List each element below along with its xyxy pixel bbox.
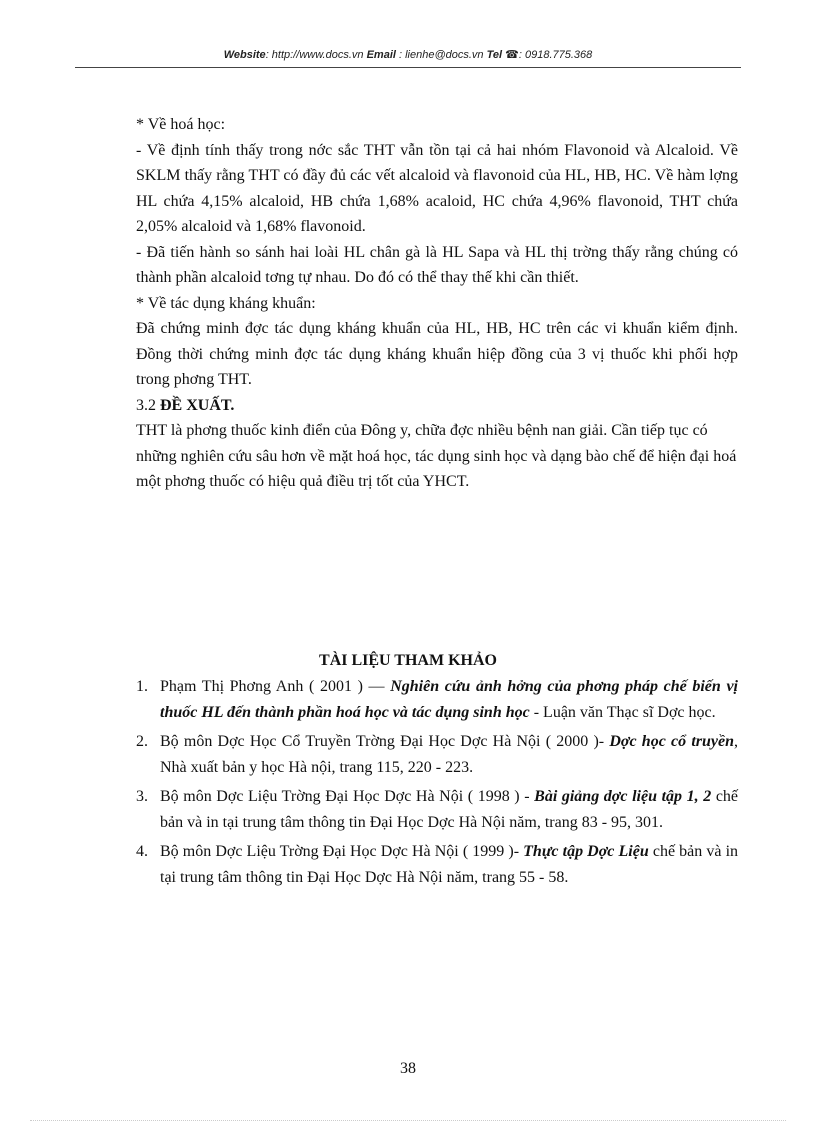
reference-item — [136, 784, 738, 835]
reference-number: 3. — [136, 788, 148, 805]
tel-value: : 0918.775.368 — [518, 49, 593, 61]
reference-details: chế bản và in tại trung tâm thông tin Đại Học Dợc Hà Nội năm, trang 83 - 95, 301. — [160, 788, 739, 831]
footer-divider — [30, 1120, 786, 1121]
reference-number: 4. — [136, 843, 148, 860]
reference-authors: Phạm Thị Phơng Anh ( 2001 ) — — [160, 678, 391, 695]
email-label: Email — [366, 49, 396, 61]
antibacterial-heading: * Về tác dụng kháng khuẩn: — [136, 294, 316, 312]
section-title: ĐỀ XUẤT. — [160, 396, 235, 414]
reference-authors: Bộ môn Dợc Học Cổ Truyền Trờng Đại Học Dợc Hà Nội ( 2000 )- — [160, 733, 610, 750]
references-list — [136, 674, 738, 894]
reference-title: Dợc học cổ truyền — [609, 733, 735, 750]
website-value: : http://www.docs.vn — [265, 49, 364, 61]
page-number: 38 — [400, 1060, 416, 1077]
reference-number: 1. — [136, 678, 148, 695]
chem-paragraph-1: - Về định tính thấy trong nớc sắc THT vẫn tồn tại cả hai nhóm Flavonoid và Alcaloid. Về SKLM thấy rằng THT có đầy đủ các vết alcaloid và flavonoid của HL, HB, HC. Về hàm lợng HL chứa 4,15% alcaloid, HB chứa 1,68% acaloid, HC chứa 4,96% flavonoid, THT chứa 2,05% alcaloid và 1,68% flavonoid. — [136, 141, 738, 235]
reference-details: - Luận văn Thạc sĩ Dợc học. — [529, 703, 716, 721]
reference-title: Thực tập Dợc Liệu — [523, 843, 649, 860]
reference-authors: Bộ môn Dợc Liệu Trờng Đại Học Dợc Hà Nội ( 1999 )- — [160, 843, 524, 860]
website-label: Website — [223, 49, 266, 61]
section-heading — [136, 393, 738, 419]
reference-authors: Bộ môn Dợc Liệu Trờng Đại Học Dợc Hà Nội ( 1998 ) - — [160, 788, 535, 805]
chem-heading: * Về hoá học: — [136, 116, 226, 133]
body-text — [136, 112, 738, 495]
reference-title: Bài giảng dợc liệu tập 1, 2 — [534, 788, 712, 805]
references-title: TÀI LIỆU THAM KHẢO — [319, 652, 497, 669]
reference-item — [136, 674, 738, 725]
reference-item — [136, 729, 738, 780]
reference-title: Nghiên cứu ảnh hởng của phơng pháp chế biến vị thuốc HL đến thành phần hoá học và tác dụng sinh học — [160, 678, 738, 721]
reference-number: 2. — [136, 733, 148, 750]
reference-item — [136, 839, 738, 890]
header-divider — [75, 67, 741, 68]
proposal-paragraph: THT là phơng thuốc kinh điển của Đông y, chữa đợc nhiều bệnh nan giải. Cần tiếp tục có những nghiên cứu sâu hơn về mặt hoá học, tác dụng sinh học và dạng bào chế để hiện đại hoá một phơng thuốc có hiệu quả điều trị tốt của YHCT. — [136, 422, 737, 490]
chem-paragraph-2: - Đã tiến hành so sánh hai loài HL chân gà là HL Sapa và HL thị trờng thấy rằng chúng có thành phần alcaloid tơng tự nhau. Do đó có thể thay thế khi cần thiết. — [136, 243, 738, 286]
reference-details: chế bản và in tại trung tâm thông tin Đại Học Dợc Hà Nội năm, trang 55 - 58. — [160, 843, 739, 886]
tel-label: Tel — [486, 49, 503, 61]
reference-details: , Nhà xuất bản y học Hà nội, trang 115, 220 - 223. — [160, 733, 739, 776]
section-number: 3.2 — [136, 396, 156, 414]
antibacterial-paragraph: Đã chứng minh đợc tác dụng kháng khuẩn của HL, HB, HC trên các vi khuẩn kiểm định. Đồng thời chứng minh đợc tác dụng kháng khuẩn hiệp đồng của 3 vị thuốc khi phối hợp trong phơng THT. — [136, 320, 738, 388]
page-header — [0, 48, 816, 61]
email-value: : lienhe@docs.vn — [399, 49, 484, 61]
phone-icon: ☎ — [505, 49, 519, 61]
